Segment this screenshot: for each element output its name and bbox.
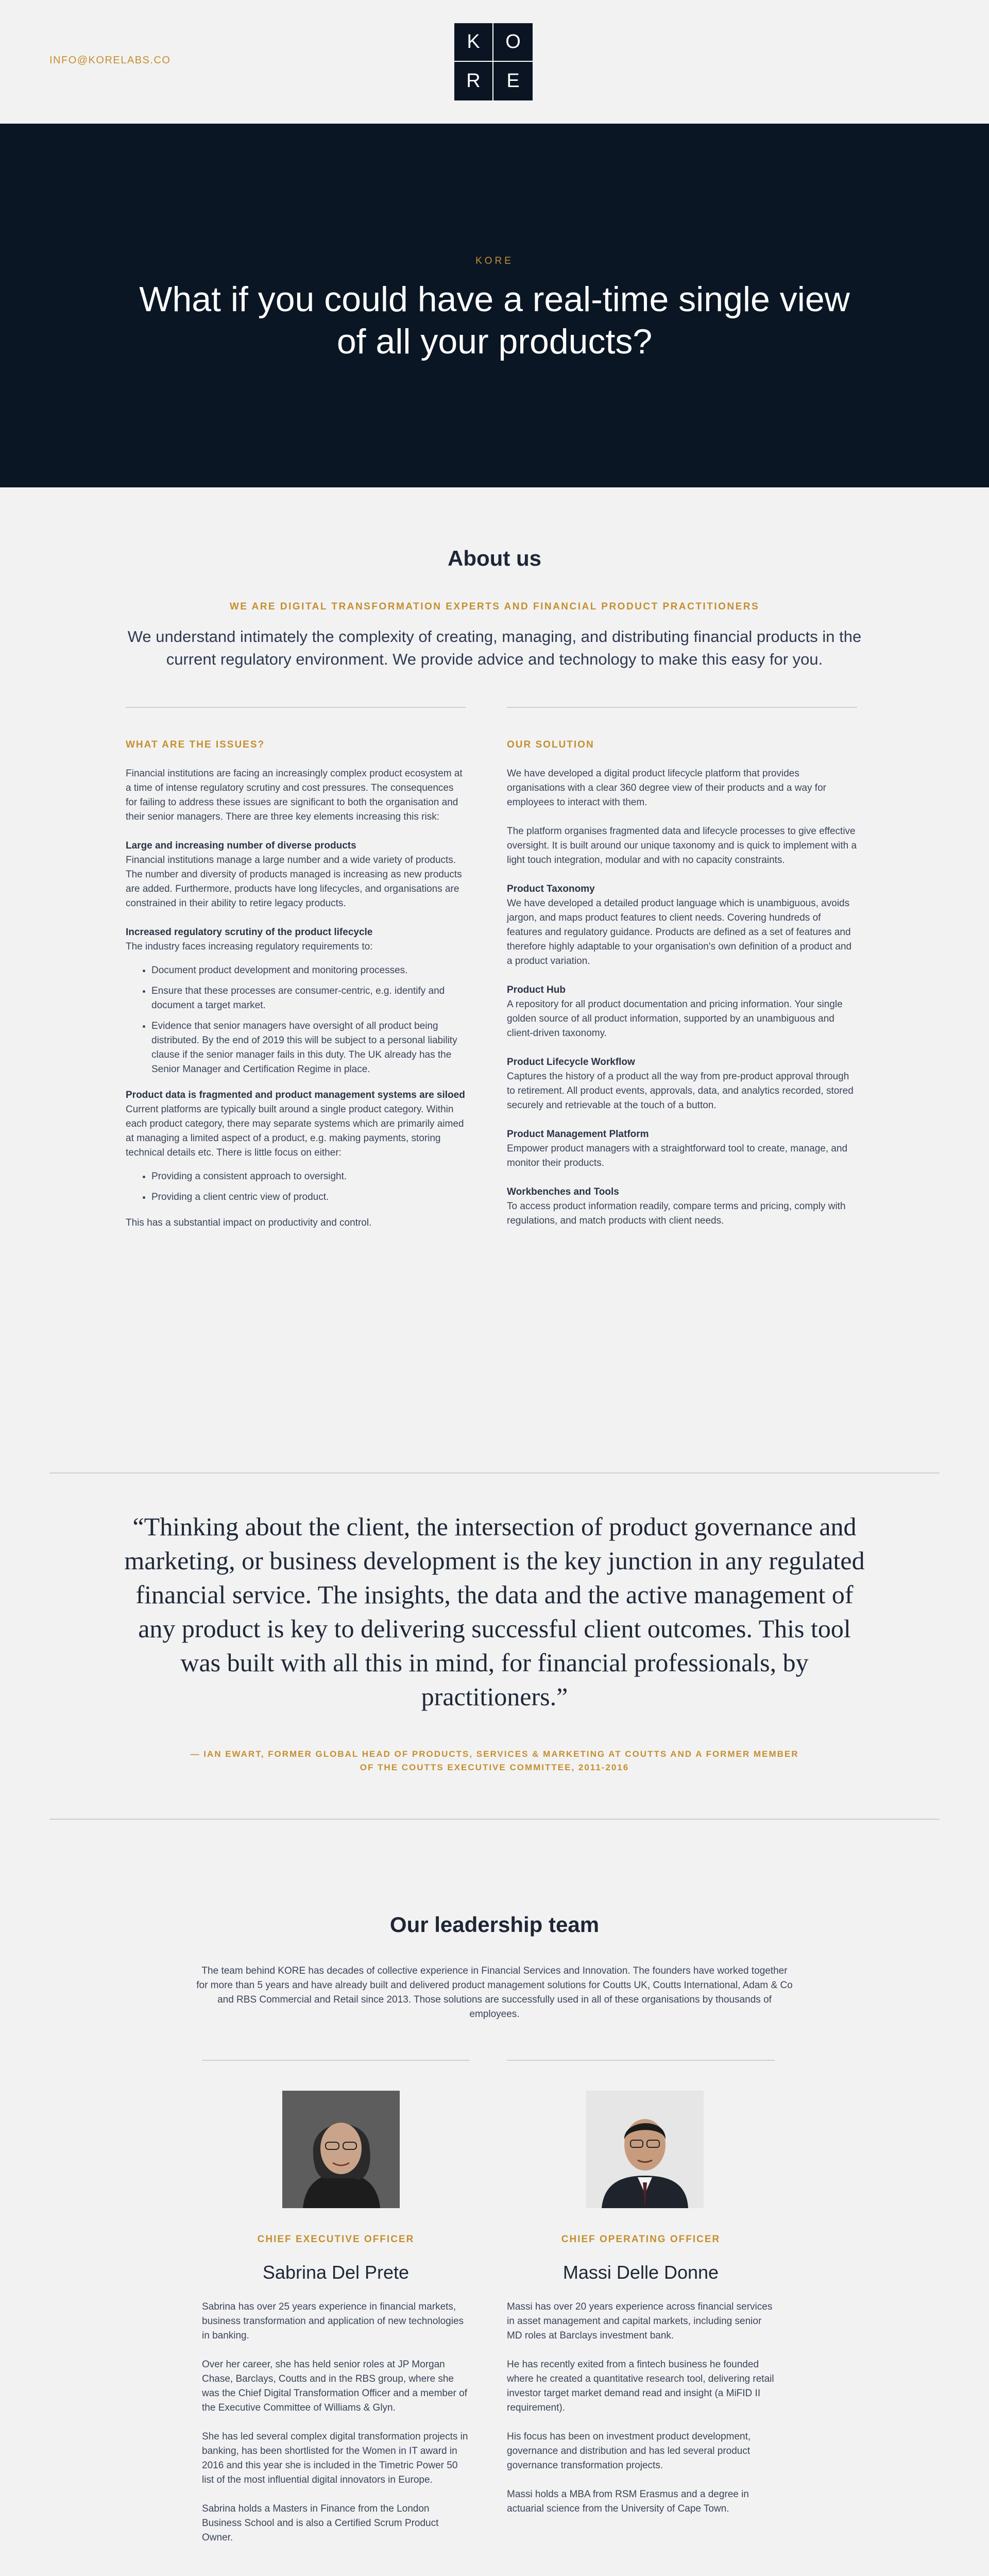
issue-title: Large and increasing number of diverse products — [126, 840, 356, 851]
issue-item — [126, 1088, 466, 1160]
bio-paragraph: Massi has over 20 years experience across financial services in asset management and capital markets, including senior MD roles at Barclays investment bank. — [507, 2301, 773, 2341]
site-header — [0, 0, 989, 124]
divider — [507, 707, 857, 708]
avatar — [586, 2091, 704, 2208]
feature-title: Product Taxonomy — [507, 884, 595, 894]
list-item: • Document product development and monitoring processes. — [151, 963, 466, 978]
about-kicker: WE ARE DIGITAL TRANSFORMATION EXPERTS AND FINANCIAL PRODUCT PRACTITIONERS — [229, 601, 760, 612]
list-item: • Evidence that senior managers have oversight of all product being distributed. By the end of 2019 this will be subject to a personal liability clause if the senior manager fails in this duty. The UK already has the Senior Manager and Certification Regime in place. — [151, 1019, 466, 1077]
issues-intro: Financial institutions are facing an increasingly complex product ecosystem at a time of intense regulatory scrutiny and cost pressures. The consequences for failing to address these issues are significant to both the organisation and their senior managers. There are three key elements increasing this risk: — [126, 768, 463, 822]
person-name: Massi Delle Donne — [562, 2262, 719, 2283]
person-name: Sabrina Del Prete — [262, 2262, 410, 2283]
feature-title: Product Hub — [507, 985, 566, 995]
issues-heading: WHAT ARE THE ISSUES? — [126, 739, 265, 750]
logo-letter: R — [454, 62, 493, 100]
issue-bullets — [151, 963, 466, 1077]
feature-text: To access product information readily, compare terms and pricing, comply with regulations, and match products with client needs. — [507, 1201, 846, 1226]
hero-section — [0, 124, 989, 487]
feature-text: Captures the history of a product all the way from pre-product approval through to retirement. All product events, approvals, data, and analytics recorded, stored securely and retrievable at the touch of a button. — [507, 1071, 854, 1111]
leadership-intro: The team behind KORE has decades of collective experience in Financial Services and Innovation. The founders have worked together for more than 5 years and have already built and delivered product management solutions for Coutts UK, Coutts International, Adam & Co and RBS Commercial and Retail since 2013. Those solutions are successfully used in all of these organisations by thousands of employees. — [196, 1965, 793, 2020]
header-email-link[interactable]: INFO@KORELABS.CO — [49, 55, 171, 66]
feature-text: Empower product managers with a straightforward tool to create, manage, and monitor their products. — [507, 1143, 848, 1168]
kore-logo[interactable] — [454, 23, 533, 100]
testimonial-quote: “Thinking about the client, the intersection of product governance and marketing, or business development is the key junction in any regulated financial service. The insights, the data and the active management of any product is key to delivering successful client outcomes. This tool was built with all this in mind, for financial professionals, by practitioners.” — [124, 1512, 865, 1711]
person-role: CHIEF EXECUTIVE OFFICER — [257, 2234, 415, 2245]
divider — [49, 1819, 940, 1820]
feature-item — [507, 1185, 857, 1228]
list-item: • Ensure that these processes are consumer-centric, e.g. identify and document a target market. — [151, 984, 466, 1013]
feature-item — [507, 1127, 857, 1171]
feature-item — [507, 1055, 857, 1113]
issue-text: The industry faces increasing regulatory requirements to: — [126, 941, 373, 952]
bio-paragraph: Massi holds a MBA from RSM Erasmus and a degree in actuarial science from the University of Cape Town. — [507, 2489, 749, 2514]
issue-text: Current platforms are typically built around a single product category. Within each product category, there may separate systems which are primarily aimed at managing a limited aspect of a product, e.g. making payments, storing technical details etc. There is little focus on either: — [126, 1104, 464, 1158]
solution-heading: OUR SOLUTION — [507, 739, 594, 750]
avatar — [282, 2091, 400, 2208]
feature-title: Product Lifecycle Workflow — [507, 1057, 635, 1067]
bio-paragraph: His focus has been on investment product development, governance and distribution and has led several product governance transformation projects. — [507, 2431, 751, 2471]
portrait-photo-icon — [282, 2091, 400, 2208]
feature-item — [507, 983, 857, 1041]
bio-paragraph: He has recently exited from a fintech business he founded where he created a quantitative research tool, delivering retail investor target market demand read and insight (a MiFID II requirement). — [507, 2359, 774, 2413]
feature-title: Workbenches and Tools — [507, 1187, 619, 1197]
feature-title: Product Management Platform — [507, 1129, 649, 1140]
issue-title: Increased regulatory scrutiny of the product lifecycle — [126, 927, 373, 938]
issue-text: Financial institutions manage a large number and a wide variety of products. The number and diversity of products managed is increasing as new products are added. Furthermore, products have long lifecycles, and organisations are constrained in their ability to retire legacy products. — [126, 855, 462, 909]
issue-bullets — [151, 1170, 466, 1205]
solution-column — [507, 738, 857, 1243]
divider — [507, 2060, 775, 2061]
logo-letter: O — [493, 23, 533, 62]
bio-paragraph: Sabrina holds a Masters in Finance from the London Business School and is also a Certified Scrum Product Owner. — [202, 2503, 439, 2543]
bio-paragraph: Sabrina has over 25 years experience in financial markets, business transformation and application of new technologies in banking. — [202, 2301, 464, 2341]
solution-intro: We have developed a digital product lifecycle platform that provides organisations with a clear 360 degree view of their products and a way for employees to interact with them. — [507, 768, 826, 808]
hero-kicker: KORE — [475, 256, 514, 266]
about-lead: We understand intimately the complexity of creating, managing, and distributing financial products in the current regulatory environment. We provide advice and technology to make this easy for you. — [127, 628, 862, 668]
issues-closing: This has a substantial impact on productivity and control. — [126, 1217, 372, 1228]
testimonial-attribution: — IAN EWART, FORMER GLOBAL HEAD OF PRODUCTS, SERVICES & MARKETING AT COUTTS AND A FORMER MEMBER OF THE COUTTS EXECUTIVE COMMITTEE, 2011-2016 — [190, 1749, 799, 1772]
issues-column — [126, 738, 466, 1245]
divider — [49, 1472, 940, 1473]
solution-intro: The platform organises fragmented data and lifecycle processes to give effective oversight. It is built around our unique taxonomy and is quick to implement with a light touch integration, modular and with no capacity constraints. — [507, 826, 857, 866]
feature-text: A repository for all product documentation and pricing information. Your single golden source of all product information, supported by an unambiguous and client-driven taxonomy. — [507, 999, 843, 1039]
logo-letter: E — [506, 70, 520, 92]
list-item: • Providing a consistent approach to oversight. — [151, 1170, 466, 1184]
logo-letter: K — [454, 23, 493, 62]
bio-paragraph: Over her career, she has held senior roles at JP Morgan Chase, Barclays, Coutts and in the RBS group, where she was the Chief Digital Transformation Officer and a member of the Executive Committee of Williams & Glyn. — [202, 2359, 467, 2413]
issue-title: Product data is fragmented and product management systems are siloed — [126, 1090, 465, 1100]
portrait-photo-icon — [586, 2091, 704, 2208]
hero-title: What if you could have a real-time single view of all your products? — [139, 280, 850, 361]
issue-item — [126, 839, 466, 911]
bio-paragraph: She has led several complex digital transformation projects in banking, has been shortlisted for the Women in IT award in 2016 and this year she is included in the Timetric Power 50 list of the most influential digital innovators in Europe. — [202, 2431, 468, 2485]
feature-text: We have developed a detailed product language which is unambiguous, avoids jargon, and maps product features to client needs. Covering hundreds of features and regulatory guidance. Products are defined as a set of features and therefore highly adaptable to your organisation's own definition of a product and a product variation. — [507, 898, 852, 967]
person-bio — [507, 2300, 775, 2531]
leadership-title: Our leadership team — [389, 1912, 600, 1937]
person-bio — [202, 2300, 470, 2560]
about-title: About us — [448, 546, 541, 570]
list-item: • Providing a client centric view of product. — [151, 1190, 466, 1205]
feature-item — [507, 882, 857, 969]
person-role: CHIEF OPERATING OFFICER — [561, 2234, 721, 2245]
divider — [202, 2060, 470, 2061]
issue-item — [126, 925, 466, 954]
divider — [126, 707, 466, 708]
